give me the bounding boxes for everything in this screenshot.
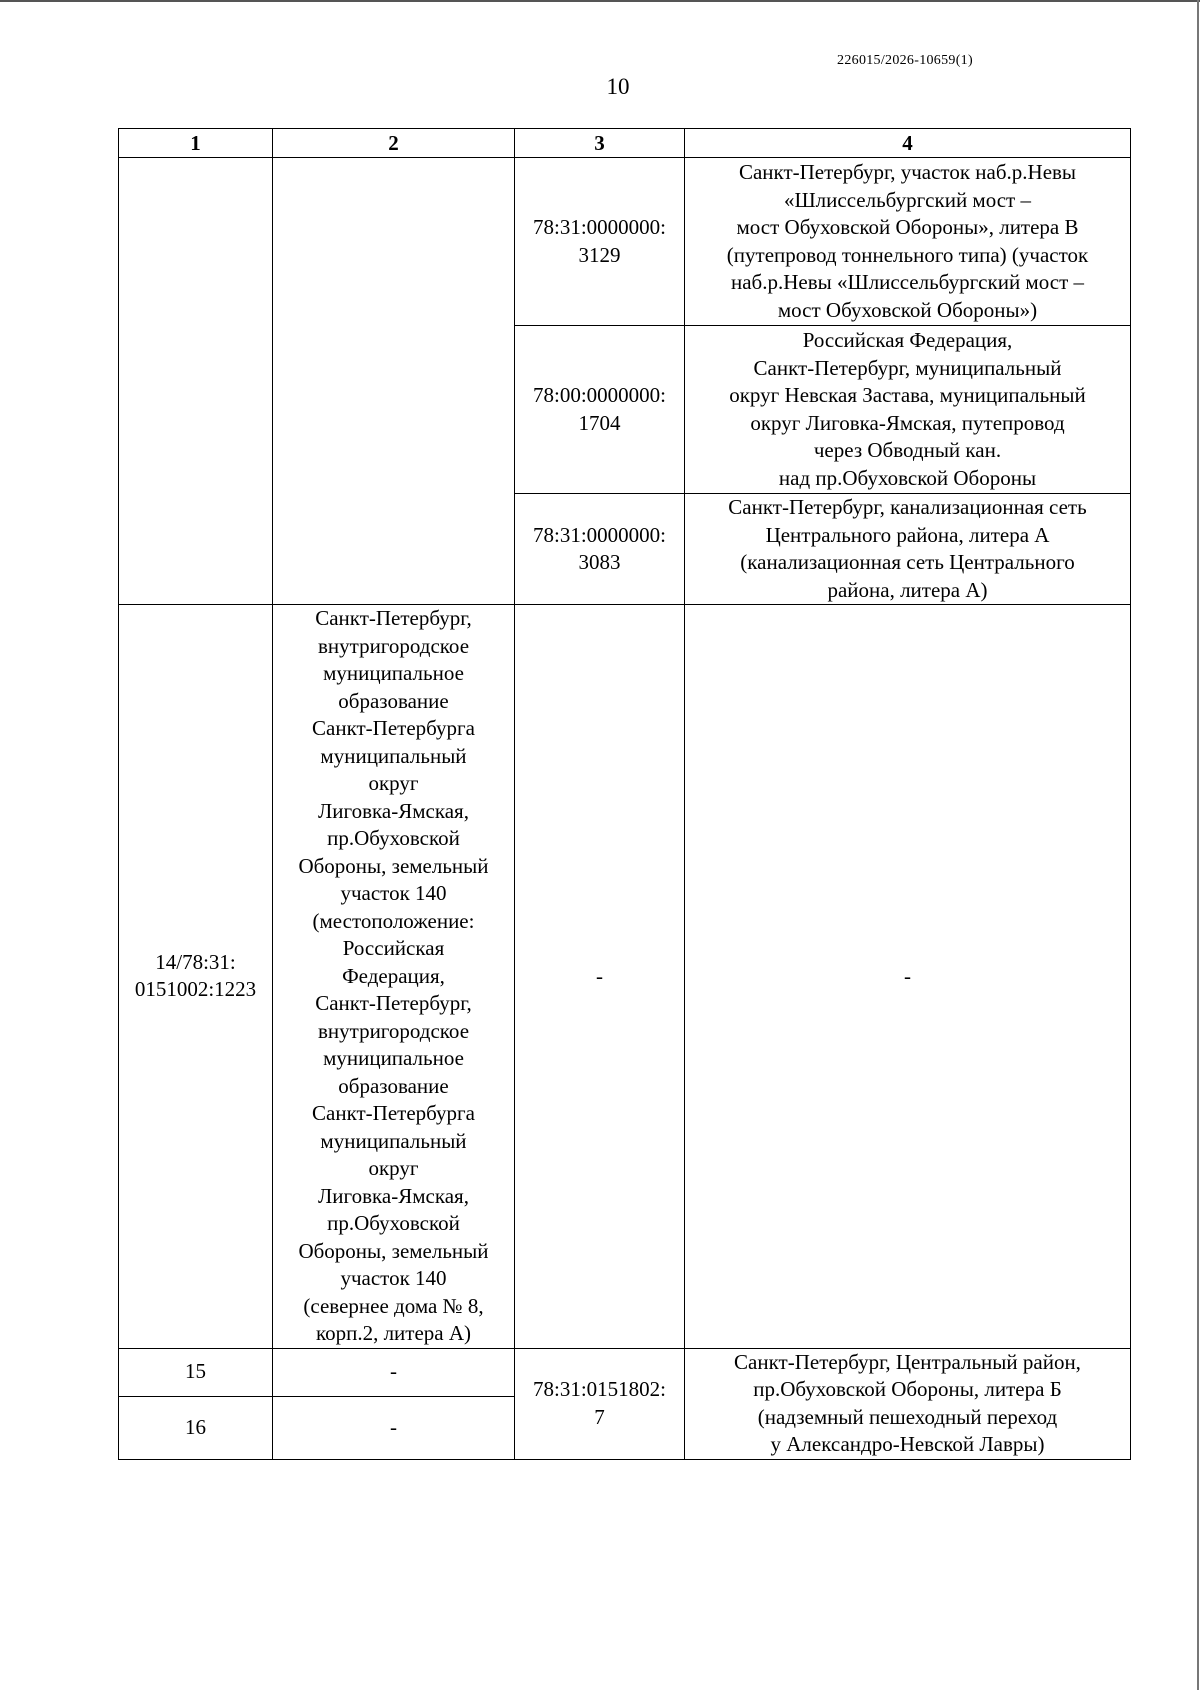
block-a-col2-cell: [273, 158, 515, 605]
table-row: [119, 605, 1131, 1349]
page-top-border: [0, 0, 1200, 2]
column-header-1: 1: [119, 129, 273, 158]
shared-address-cell: Санкт-Петербург, Центральный район, пр.Обуховской Обороны, литера Б (надземный пешеходный переход у Александро-Невской Лавры): [685, 1348, 1131, 1459]
column-header-2: 2: [273, 129, 515, 158]
cadastral-number-cell: 78:00:0000000: 1704: [515, 326, 685, 494]
address-cell: Санкт-Петербург, участок наб.р.Невы «Шлиссельбургский мост – мост Обуховской Обороны», литера В (путепровод тоннельного типа) (участок наб.р.Невы «Шлиссельбургский мост – мост Обуховской Обороны»): [685, 158, 1131, 326]
cadastral-number-cell: 78:31:0000000: 3083: [515, 494, 685, 605]
page-number: 10: [606, 74, 630, 99]
document-number: 226015/2026-10659(1): [837, 53, 973, 68]
table-row: [119, 1348, 1131, 1396]
cadastral-number-cell: 78:31:0000000: 3129: [515, 158, 685, 326]
registry-table: [118, 128, 1131, 1460]
block-a-col1-cell: [119, 158, 273, 605]
address-cell: Российская Федерация, Санкт-Петербург, муниципальный округ Невская Застава, муниципальный округ Лиговка-Ямская, путепровод через Обводный кан. над пр.Обуховской Обороны: [685, 326, 1131, 494]
table-row: [119, 158, 1131, 326]
row-15-number-cell: 15: [119, 1348, 273, 1396]
column-header-4: 4: [685, 129, 1131, 158]
table-header-row: [119, 129, 1131, 158]
row-16-land-plot-cell: -: [273, 1396, 515, 1459]
address-cell: Санкт-Петербург, канализационная сеть Центрального района, литера А (канализационная сеть Центрального района, литера А): [685, 494, 1131, 605]
row-14-cadastral-cell: -: [515, 605, 685, 1349]
row-16-number-cell: 16: [119, 1396, 273, 1459]
row-14-land-plot-cell: Санкт-Петербург, внутригородское муниципальное образование Санкт-Петербурга муниципальный округ Лиговка-Ямская, пр.Обуховской Обороны, земельный участок 140 (местоположение: Российская Федерация, Санкт-Петербург, внутригородское муниципальное образование Санкт-Петербурга муниципальный округ Лиговка-Ямская, пр.Обуховской Обороны, земельный участок 140 (севернее дома № 8, корп.2, литера А): [273, 605, 515, 1349]
shared-cadastral-cell: 78:31:0151802: 7: [515, 1348, 685, 1459]
row-15-land-plot-cell: -: [273, 1348, 515, 1396]
column-header-3: 3: [515, 129, 685, 158]
row-14-number-cell: 14/78:31: 0151002:1223: [119, 605, 273, 1349]
row-14-address-cell: -: [685, 605, 1131, 1349]
page-right-border: [1197, 0, 1199, 1690]
